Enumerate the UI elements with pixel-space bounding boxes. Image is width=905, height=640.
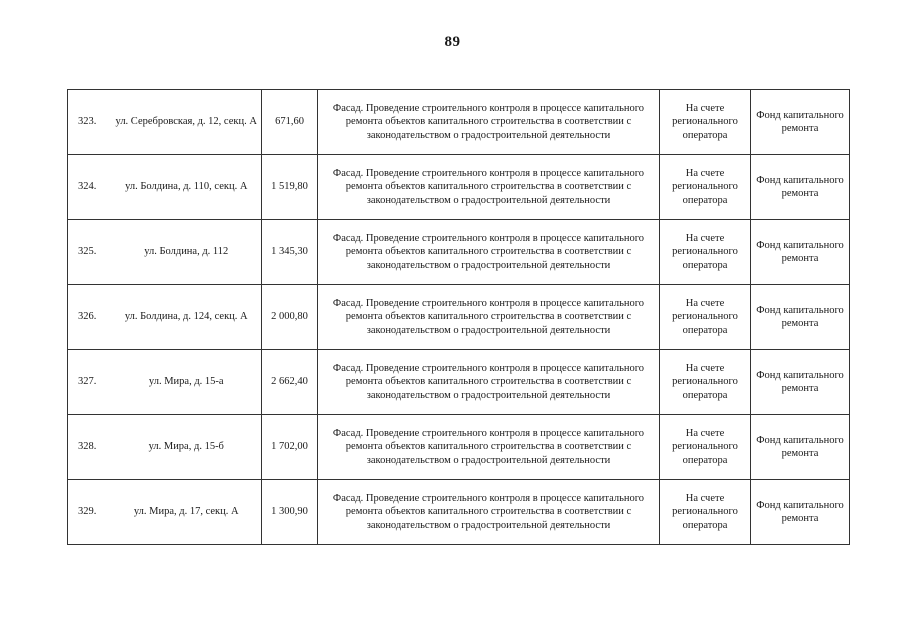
row-address: ул. Серебровская, д. 12, секц. А bbox=[112, 90, 262, 155]
row-number: 327. bbox=[68, 350, 112, 415]
row-address: ул. Болдина, д. 110, секц. А bbox=[112, 155, 262, 220]
row-account: На счете регионального оператора bbox=[660, 155, 751, 220]
row-cost: 2 000,80 bbox=[262, 285, 318, 350]
row-number: 326. bbox=[68, 285, 112, 350]
row-description: Фасад. Проведение строительного контроля в процессе капитального ремонта объектов капитального строительства в соответствии с законодательством о градостроительной деятельности bbox=[318, 350, 660, 415]
works-table bbox=[67, 89, 850, 545]
row-fund: Фонд капитального ремонта bbox=[751, 350, 850, 415]
row-account: На счете регионального оператора bbox=[660, 220, 751, 285]
row-number: 328. bbox=[68, 415, 112, 480]
row-cost: 2 662,40 bbox=[262, 350, 318, 415]
row-description: Фасад. Проведение строительного контроля в процессе капитального ремонта объектов капитального строительства в соответствии с законодательством о градостроительной деятельности bbox=[318, 415, 660, 480]
table-row bbox=[68, 220, 850, 285]
row-account: На счете регионального оператора bbox=[660, 480, 751, 545]
table-row bbox=[68, 155, 850, 220]
page-number: 89 bbox=[444, 34, 461, 50]
row-account: На счете регионального оператора bbox=[660, 90, 751, 155]
row-fund: Фонд капитального ремонта bbox=[751, 480, 850, 545]
row-description: Фасад. Проведение строительного контроля в процессе капитального ремонта объектов капитального строительства в соответствии с законодательством о градостроительной деятельности bbox=[318, 90, 660, 155]
row-fund: Фонд капитального ремонта bbox=[751, 155, 850, 220]
row-cost: 1 345,30 bbox=[262, 220, 318, 285]
table-row bbox=[68, 285, 850, 350]
row-description: Фасад. Проведение строительного контроля в процессе капитального ремонта объектов капитального строительства в соответствии с законодательством о градостроительной деятельности bbox=[318, 285, 660, 350]
table-body bbox=[68, 90, 850, 545]
row-address: ул. Болдина, д. 124, секц. А bbox=[112, 285, 262, 350]
row-cost: 1 519,80 bbox=[262, 155, 318, 220]
row-fund: Фонд капитального ремонта bbox=[751, 285, 850, 350]
row-number: 323. bbox=[68, 90, 112, 155]
row-description: Фасад. Проведение строительного контроля в процессе капитального ремонта объектов капитального строительства в соответствии с законодательством о градостроительной деятельности bbox=[318, 155, 660, 220]
row-address: ул. Болдина, д. 112 bbox=[112, 220, 262, 285]
row-description: Фасад. Проведение строительного контроля в процессе капитального ремонта объектов капитального строительства в соответствии с законодательством о градостроительной деятельности bbox=[318, 220, 660, 285]
row-account: На счете регионального оператора bbox=[660, 285, 751, 350]
row-account: На счете регионального оператора bbox=[660, 415, 751, 480]
row-fund: Фонд капитального ремонта bbox=[751, 415, 850, 480]
row-cost: 1 702,00 bbox=[262, 415, 318, 480]
row-address: ул. Мира, д. 15-б bbox=[112, 415, 262, 480]
row-number: 324. bbox=[68, 155, 112, 220]
row-number: 329. bbox=[68, 480, 112, 545]
row-fund: Фонд капитального ремонта bbox=[751, 220, 850, 285]
table-row bbox=[68, 350, 850, 415]
row-address: ул. Мира, д. 15-а bbox=[112, 350, 262, 415]
table-row bbox=[68, 415, 850, 480]
table-row bbox=[68, 480, 850, 545]
row-number: 325. bbox=[68, 220, 112, 285]
row-account: На счете регионального оператора bbox=[660, 350, 751, 415]
row-cost: 1 300,90 bbox=[262, 480, 318, 545]
row-description: Фасад. Проведение строительного контроля в процессе капитального ремонта объектов капитального строительства в соответствии с законодательством о градостроительной деятельности bbox=[318, 480, 660, 545]
row-fund: Фонд капитального ремонта bbox=[751, 90, 850, 155]
table-row bbox=[68, 90, 850, 155]
row-cost: 671,60 bbox=[262, 90, 318, 155]
row-address: ул. Мира, д. 17, секц. А bbox=[112, 480, 262, 545]
